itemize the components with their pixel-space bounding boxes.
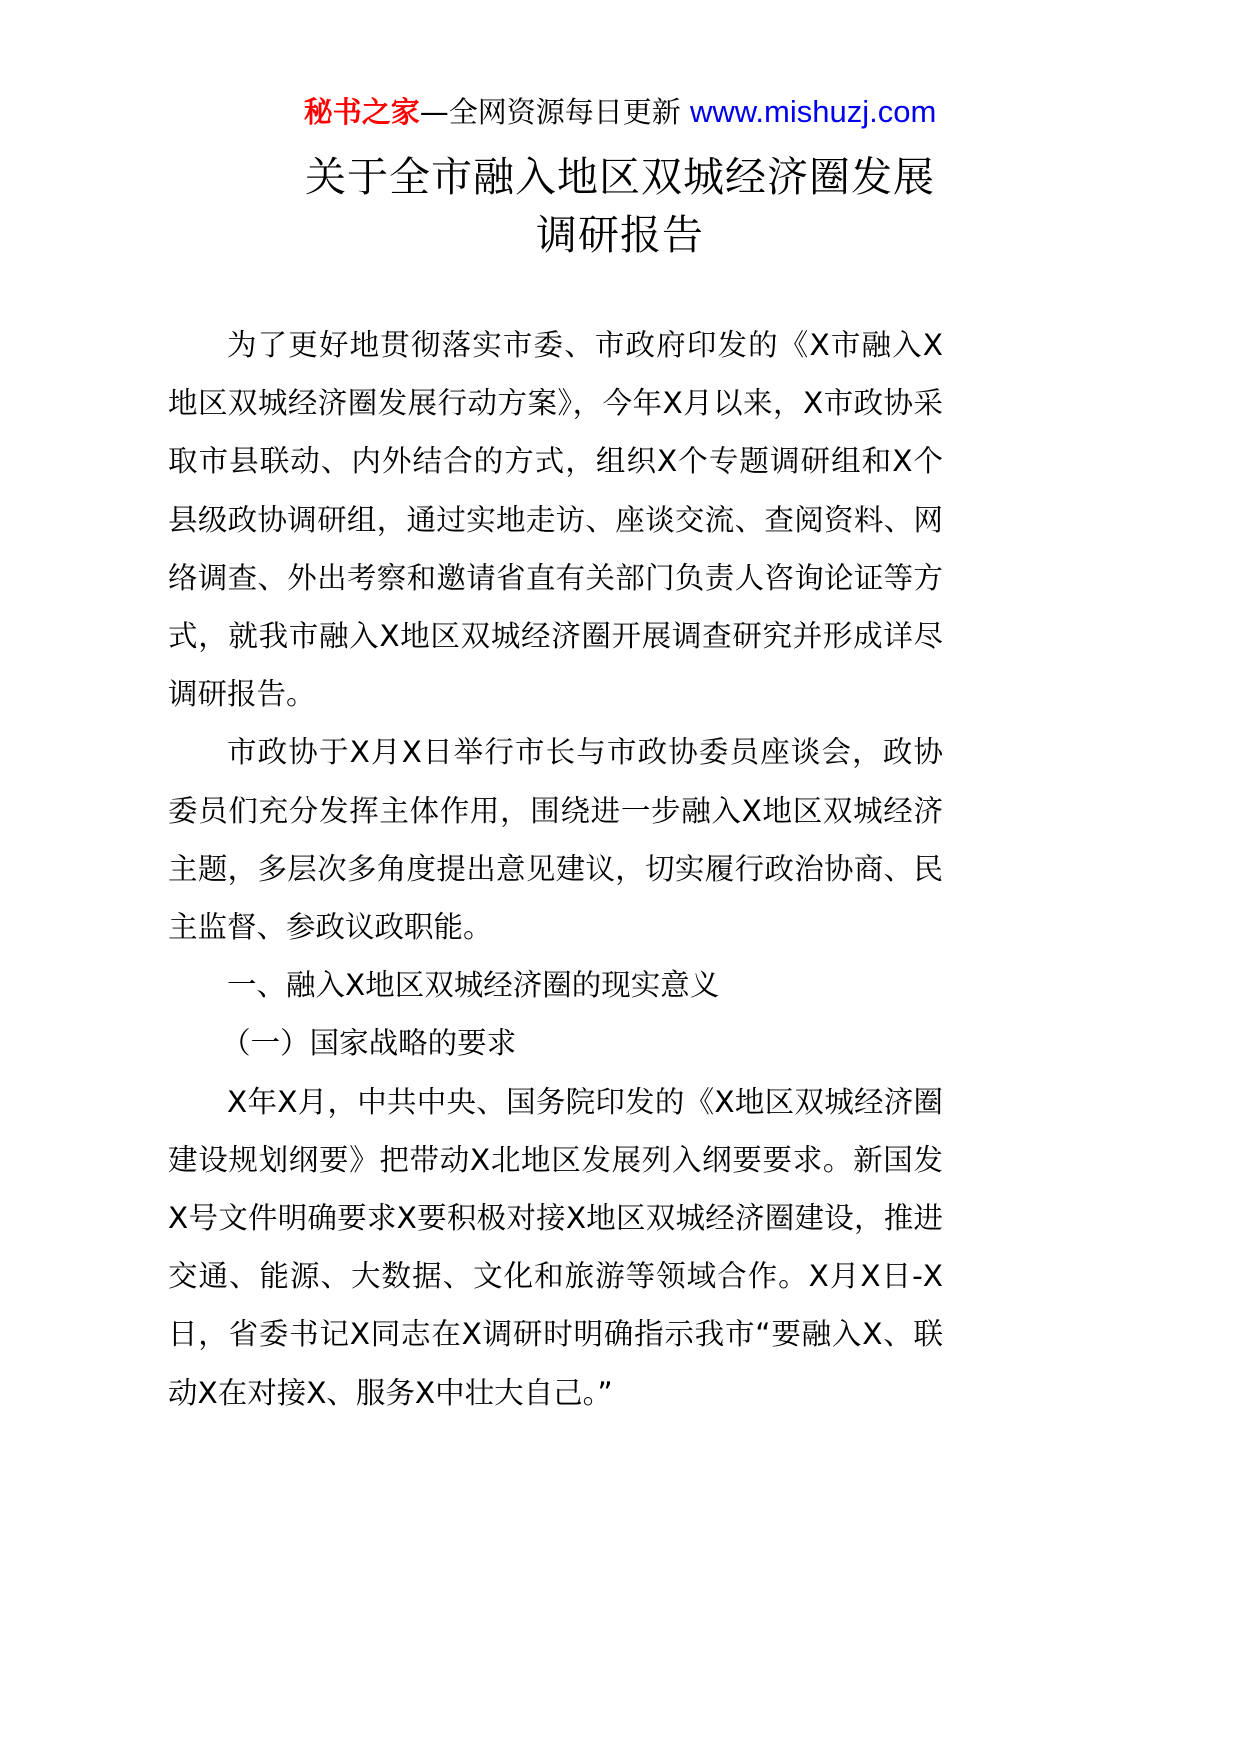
title-line-1: 关于全市融入地区双城经济圈发展 (305, 153, 935, 201)
paragraph-meeting: 市政协于X月X日举行市长与市政协委员座谈会，政协委员们充分发挥主体作用，围绕进一步融入X地区双城经济主题，多层次多角度提出意见建议，切实履行政治协商、民主监督、参政议政职能。 (168, 735, 943, 945)
section-heading: 一、融入X地区双城经济圈的现实意义 (227, 968, 720, 1003)
paragraph-intro: 为了更好地贯彻落实市委、市政府印发的《X市融入X地区双城经济圈发展行动方案》，今年X月以来，X市政协采取市县联动、内外结合的方式，组织X个专题调研组和X个县级政协调研组，通过实地走访、座谈交流、查阅资料、网络调查、外出考察和邀请省直有关部门负责人咨询论证等方式，就我市融入X地区双城经济圈开展调查研究并形成详尽调研报告。 (168, 328, 943, 712)
header-brand: 秘书之家 (303, 95, 420, 129)
document-body (168, 316, 943, 1422)
document-title (0, 148, 1240, 264)
header-url-link[interactable]: www.mishuzj.com (689, 94, 937, 129)
title-line-2: 调研报告 (536, 211, 704, 259)
paragraph-national-strategy: X年X月，中共中央、国务院印发的《X地区双城经济圈建设规划纲要》把带动X北地区发展列入纲要要求。新国发X号文件明确要求X要积极对接X地区双城经济圈建设，推进交通、能源、大数据、文化和旅游等领域合作。X月X日-X日，省委书记X同志在X调研时明确指示我市“要融入X、联动X在对接X、服务X中壮大自己。” (168, 1084, 943, 1410)
header-slogan: —全网资源每日更新 (419, 95, 681, 129)
watermark-header (0, 92, 1240, 132)
subsection-heading: （一）国家战略的要求 (221, 1026, 517, 1061)
